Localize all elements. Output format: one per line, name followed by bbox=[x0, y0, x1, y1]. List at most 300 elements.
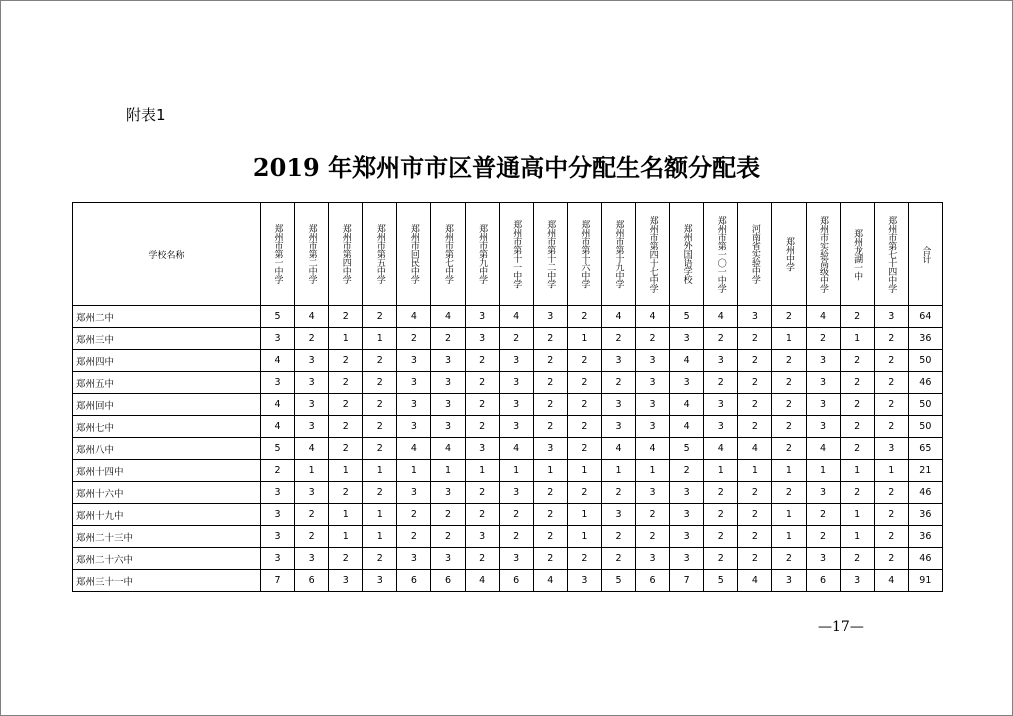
quota-cell: 2 bbox=[533, 482, 567, 504]
quota-cell: 1 bbox=[840, 504, 874, 526]
quota-cell: 4 bbox=[431, 306, 465, 328]
quota-cell: 4 bbox=[295, 438, 329, 460]
quota-cell: 2 bbox=[567, 438, 601, 460]
quota-cell: 2 bbox=[874, 394, 908, 416]
quota-cell: 3 bbox=[295, 416, 329, 438]
quota-cell: 3 bbox=[806, 482, 840, 504]
quota-cell: 1 bbox=[329, 328, 363, 350]
quota-cell: 2 bbox=[738, 482, 772, 504]
quota-cell: 2 bbox=[772, 416, 806, 438]
quota-cell: 2 bbox=[363, 438, 397, 460]
quota-cell: 3 bbox=[431, 394, 465, 416]
column-header bbox=[840, 203, 874, 306]
column-header-label: 郑州市第十九中学 bbox=[613, 220, 624, 288]
quota-cell: 2 bbox=[329, 350, 363, 372]
column-header bbox=[397, 203, 431, 306]
quota-cell: 2 bbox=[840, 438, 874, 460]
quota-cell: 4 bbox=[636, 306, 670, 328]
table-row bbox=[73, 372, 943, 394]
quota-cell: 3 bbox=[499, 372, 533, 394]
quota-cell: 1 bbox=[363, 504, 397, 526]
quota-cell: 2 bbox=[840, 482, 874, 504]
quota-cell: 3 bbox=[431, 482, 465, 504]
quota-cell: 4 bbox=[670, 394, 704, 416]
quota-cell: 4 bbox=[670, 350, 704, 372]
quota-cell: 2 bbox=[874, 372, 908, 394]
school-name-cell: 郑州十九中 bbox=[73, 504, 261, 526]
column-header-label: 郑州龙湖一中 bbox=[852, 228, 863, 280]
table-row bbox=[73, 328, 943, 350]
quota-cell: 2 bbox=[533, 394, 567, 416]
quota-cell: 2 bbox=[738, 548, 772, 570]
quota-cell: 1 bbox=[567, 328, 601, 350]
column-header bbox=[567, 203, 601, 306]
quota-cell: 4 bbox=[261, 416, 295, 438]
quota-cell: 3 bbox=[601, 350, 635, 372]
quota-cell: 1 bbox=[499, 460, 533, 482]
quota-cell: 2 bbox=[465, 372, 499, 394]
quota-cell: 3 bbox=[465, 306, 499, 328]
quota-cell: 3 bbox=[397, 350, 431, 372]
table-row bbox=[73, 306, 943, 328]
quota-cell: 1 bbox=[840, 460, 874, 482]
quota-cell: 2 bbox=[840, 350, 874, 372]
quota-cell: 3 bbox=[431, 416, 465, 438]
quota-cell: 1 bbox=[738, 460, 772, 482]
quota-cell: 7 bbox=[670, 570, 704, 592]
quota-cell: 3 bbox=[670, 482, 704, 504]
quota-cell: 3 bbox=[772, 570, 806, 592]
quota-cell: 3 bbox=[670, 372, 704, 394]
table-body bbox=[73, 306, 943, 592]
quota-cell: 6 bbox=[499, 570, 533, 592]
quota-cell: 5 bbox=[261, 306, 295, 328]
quota-cell: 2 bbox=[567, 548, 601, 570]
quota-cell: 2 bbox=[567, 350, 601, 372]
quota-cell: 2 bbox=[772, 306, 806, 328]
total-cell: 46 bbox=[908, 482, 942, 504]
quota-cell: 2 bbox=[601, 548, 635, 570]
column-header-label: 郑州市第九中学 bbox=[477, 224, 488, 284]
quota-cell: 3 bbox=[499, 548, 533, 570]
quota-cell: 4 bbox=[806, 306, 840, 328]
quota-cell: 3 bbox=[465, 438, 499, 460]
quota-cell: 2 bbox=[806, 526, 840, 548]
table-row bbox=[73, 460, 943, 482]
quota-cell: 3 bbox=[704, 394, 738, 416]
total-cell: 46 bbox=[908, 372, 942, 394]
quota-table bbox=[72, 202, 943, 592]
quota-cell: 1 bbox=[601, 460, 635, 482]
quota-cell: 2 bbox=[874, 328, 908, 350]
quota-cell: 2 bbox=[772, 438, 806, 460]
quota-cell: 3 bbox=[670, 504, 704, 526]
quota-cell: 2 bbox=[329, 438, 363, 460]
quota-cell: 2 bbox=[397, 526, 431, 548]
total-cell: 64 bbox=[908, 306, 942, 328]
total-cell: 36 bbox=[908, 328, 942, 350]
quota-cell: 3 bbox=[670, 548, 704, 570]
quota-cell: 7 bbox=[261, 570, 295, 592]
quota-cell: 2 bbox=[772, 394, 806, 416]
quota-cell: 2 bbox=[567, 306, 601, 328]
column-header-label: 河南省实验中学 bbox=[749, 224, 760, 284]
quota-cell: 4 bbox=[738, 570, 772, 592]
column-header-label: 郑州市第一中学 bbox=[272, 224, 283, 284]
quota-cell: 2 bbox=[329, 306, 363, 328]
quota-cell: 2 bbox=[874, 482, 908, 504]
column-header-label: 郑州市回民中学 bbox=[408, 224, 419, 284]
quota-cell: 3 bbox=[431, 350, 465, 372]
quota-cell: 3 bbox=[601, 504, 635, 526]
quota-cell: 3 bbox=[874, 306, 908, 328]
quota-cell: 3 bbox=[397, 416, 431, 438]
quota-cell: 4 bbox=[670, 416, 704, 438]
quota-cell: 2 bbox=[329, 482, 363, 504]
quota-cell: 2 bbox=[431, 328, 465, 350]
quota-cell: 3 bbox=[499, 394, 533, 416]
quota-cell: 1 bbox=[363, 328, 397, 350]
quota-cell: 4 bbox=[261, 350, 295, 372]
column-header bbox=[704, 203, 738, 306]
quota-cell: 2 bbox=[840, 372, 874, 394]
quota-cell: 2 bbox=[329, 548, 363, 570]
table-row bbox=[73, 416, 943, 438]
quota-cell: 1 bbox=[636, 460, 670, 482]
quota-cell: 2 bbox=[329, 416, 363, 438]
column-header-label: 郑州市第四中学 bbox=[340, 224, 351, 284]
quota-cell: 2 bbox=[533, 350, 567, 372]
quota-cell: 3 bbox=[261, 482, 295, 504]
quota-cell: 1 bbox=[465, 460, 499, 482]
quota-cell: 3 bbox=[704, 416, 738, 438]
school-name-cell: 郑州四中 bbox=[73, 350, 261, 372]
attachment-label: 附表1 bbox=[126, 106, 166, 124]
quota-cell: 5 bbox=[670, 438, 704, 460]
quota-cell: 3 bbox=[636, 548, 670, 570]
quota-cell: 3 bbox=[601, 394, 635, 416]
quota-cell: 2 bbox=[601, 482, 635, 504]
column-header-label: 郑州市第十六中学 bbox=[579, 220, 590, 288]
column-header bbox=[431, 203, 465, 306]
quota-cell: 3 bbox=[636, 482, 670, 504]
quota-cell: 3 bbox=[840, 570, 874, 592]
quota-cell: 3 bbox=[738, 306, 772, 328]
quota-cell: 4 bbox=[397, 438, 431, 460]
quota-cell: 3 bbox=[806, 416, 840, 438]
table-row bbox=[73, 350, 943, 372]
column-header-label: 郑州市第七中学 bbox=[443, 224, 454, 284]
quota-cell: 2 bbox=[738, 526, 772, 548]
column-header bbox=[908, 203, 942, 306]
quota-cell: 4 bbox=[601, 306, 635, 328]
column-header bbox=[329, 203, 363, 306]
quota-cell: 2 bbox=[840, 416, 874, 438]
quota-cell: 1 bbox=[329, 460, 363, 482]
quota-cell: 2 bbox=[533, 504, 567, 526]
school-name-cell: 郑州二十六中 bbox=[73, 548, 261, 570]
quota-cell: 4 bbox=[806, 438, 840, 460]
quota-cell: 3 bbox=[806, 350, 840, 372]
column-header-label: 郑州市第七十四中学 bbox=[886, 215, 897, 293]
school-name-cell: 郑州五中 bbox=[73, 372, 261, 394]
quota-cell: 3 bbox=[295, 350, 329, 372]
table-row bbox=[73, 394, 943, 416]
quota-cell: 1 bbox=[840, 328, 874, 350]
quota-cell: 3 bbox=[533, 438, 567, 460]
quota-cell: 3 bbox=[567, 570, 601, 592]
quota-cell: 2 bbox=[874, 526, 908, 548]
quota-cell: 1 bbox=[295, 460, 329, 482]
table-row bbox=[73, 548, 943, 570]
quota-cell: 3 bbox=[295, 482, 329, 504]
quota-cell: 2 bbox=[567, 416, 601, 438]
quota-cell: 3 bbox=[499, 482, 533, 504]
quota-cell: 1 bbox=[772, 526, 806, 548]
total-cell: 50 bbox=[908, 416, 942, 438]
quota-cell: 4 bbox=[704, 438, 738, 460]
quota-cell: 3 bbox=[397, 548, 431, 570]
quota-cell: 2 bbox=[363, 350, 397, 372]
column-header-label: 郑州外国语学校 bbox=[681, 224, 692, 284]
quota-cell: 3 bbox=[397, 394, 431, 416]
quota-cell: 3 bbox=[670, 328, 704, 350]
quota-cell: 4 bbox=[295, 306, 329, 328]
quota-cell: 2 bbox=[601, 526, 635, 548]
quota-cell: 1 bbox=[704, 460, 738, 482]
school-name-cell: 郑州三中 bbox=[73, 328, 261, 350]
quota-cell: 3 bbox=[670, 526, 704, 548]
quota-cell: 2 bbox=[738, 328, 772, 350]
total-cell: 36 bbox=[908, 504, 942, 526]
quota-cell: 2 bbox=[329, 394, 363, 416]
quota-cell: 2 bbox=[772, 548, 806, 570]
column-header-label: 郑州市第二中学 bbox=[306, 224, 317, 284]
quota-cell: 2 bbox=[431, 526, 465, 548]
quota-cell: 2 bbox=[704, 482, 738, 504]
document-title: 2019 年郑州市市区普通高中分配生名额分配表 bbox=[252, 153, 761, 182]
quota-cell: 1 bbox=[363, 460, 397, 482]
quota-cell: 2 bbox=[465, 416, 499, 438]
quota-cell: 2 bbox=[295, 328, 329, 350]
quota-cell: 2 bbox=[636, 504, 670, 526]
quota-cell: 6 bbox=[431, 570, 465, 592]
quota-cell: 4 bbox=[738, 438, 772, 460]
quota-cell: 2 bbox=[738, 372, 772, 394]
quota-cell: 1 bbox=[431, 460, 465, 482]
quota-cell: 2 bbox=[704, 548, 738, 570]
quota-cell: 1 bbox=[533, 460, 567, 482]
quota-cell: 4 bbox=[397, 306, 431, 328]
column-header-label: 郑州市第四十七中学 bbox=[647, 215, 658, 293]
quota-cell: 1 bbox=[772, 504, 806, 526]
quota-cell: 2 bbox=[533, 526, 567, 548]
quota-cell: 3 bbox=[465, 328, 499, 350]
quota-cell: 1 bbox=[567, 504, 601, 526]
quota-cell: 3 bbox=[261, 548, 295, 570]
column-header-label: 郑州中学 bbox=[783, 237, 794, 271]
quota-cell: 3 bbox=[261, 328, 295, 350]
school-name-cell: 郑州十四中 bbox=[73, 460, 261, 482]
total-cell: 50 bbox=[908, 394, 942, 416]
quota-cell: 2 bbox=[329, 372, 363, 394]
quota-cell: 3 bbox=[261, 526, 295, 548]
column-header bbox=[499, 203, 533, 306]
quota-cell: 3 bbox=[636, 394, 670, 416]
quota-cell: 6 bbox=[806, 570, 840, 592]
quota-cell: 2 bbox=[363, 372, 397, 394]
quota-cell: 5 bbox=[670, 306, 704, 328]
quota-cell: 3 bbox=[636, 372, 670, 394]
school-name-cell: 郑州二十三中 bbox=[73, 526, 261, 548]
quota-cell: 1 bbox=[874, 460, 908, 482]
quota-cell: 2 bbox=[704, 328, 738, 350]
quota-cell: 2 bbox=[874, 350, 908, 372]
column-header bbox=[465, 203, 499, 306]
quota-cell: 3 bbox=[806, 394, 840, 416]
quota-cell: 2 bbox=[465, 350, 499, 372]
school-name-cell: 郑州二中 bbox=[73, 306, 261, 328]
total-cell: 46 bbox=[908, 548, 942, 570]
quota-cell: 2 bbox=[840, 548, 874, 570]
quota-cell: 2 bbox=[567, 482, 601, 504]
column-header-label: 郑州市第五中学 bbox=[374, 224, 385, 284]
quota-cell: 5 bbox=[704, 570, 738, 592]
column-header bbox=[738, 203, 772, 306]
quota-cell: 2 bbox=[772, 350, 806, 372]
quota-cell: 2 bbox=[363, 416, 397, 438]
column-header-label: 合计 bbox=[920, 245, 931, 263]
quota-cell: 1 bbox=[772, 328, 806, 350]
quota-cell: 1 bbox=[397, 460, 431, 482]
quota-cell: 6 bbox=[397, 570, 431, 592]
school-name-cell: 郑州七中 bbox=[73, 416, 261, 438]
quota-cell: 3 bbox=[499, 416, 533, 438]
school-name-cell: 郑州回中 bbox=[73, 394, 261, 416]
quota-cell: 2 bbox=[465, 504, 499, 526]
column-header bbox=[772, 203, 806, 306]
quota-cell: 2 bbox=[636, 526, 670, 548]
column-header-label: 郑州市第一〇一中学 bbox=[715, 215, 726, 293]
quota-cell: 2 bbox=[806, 328, 840, 350]
table-row bbox=[73, 482, 943, 504]
quota-cell: 3 bbox=[397, 482, 431, 504]
table-row bbox=[73, 438, 943, 460]
page-number: —17— bbox=[818, 619, 864, 635]
quota-cell: 2 bbox=[465, 394, 499, 416]
quota-cell: 2 bbox=[738, 416, 772, 438]
quota-cell: 2 bbox=[636, 328, 670, 350]
quota-cell: 2 bbox=[567, 394, 601, 416]
school-name-cell: 郑州八中 bbox=[73, 438, 261, 460]
quota-cell: 3 bbox=[431, 372, 465, 394]
school-name-header: 学校名称 bbox=[73, 203, 261, 306]
quota-cell: 6 bbox=[295, 570, 329, 592]
school-name-cell: 郑州三十一中 bbox=[73, 570, 261, 592]
column-header-label: 郑州市实验高级中学 bbox=[818, 215, 829, 293]
quota-cell: 3 bbox=[636, 350, 670, 372]
quota-cell: 2 bbox=[431, 504, 465, 526]
column-header bbox=[670, 203, 704, 306]
total-cell: 50 bbox=[908, 350, 942, 372]
quota-cell: 4 bbox=[874, 570, 908, 592]
quota-cell: 2 bbox=[533, 416, 567, 438]
quota-cell: 4 bbox=[431, 438, 465, 460]
quota-cell: 3 bbox=[499, 350, 533, 372]
quota-cell: 2 bbox=[499, 328, 533, 350]
quota-cell: 3 bbox=[704, 350, 738, 372]
quota-cell: 3 bbox=[397, 372, 431, 394]
quota-cell: 2 bbox=[533, 328, 567, 350]
column-header-label: 郑州市第十二中学 bbox=[545, 220, 556, 288]
quota-cell: 5 bbox=[261, 438, 295, 460]
quota-cell: 1 bbox=[329, 504, 363, 526]
quota-cell: 2 bbox=[772, 482, 806, 504]
quota-cell: 2 bbox=[601, 372, 635, 394]
quota-cell: 3 bbox=[601, 416, 635, 438]
column-header bbox=[363, 203, 397, 306]
quota-cell: 3 bbox=[806, 548, 840, 570]
quota-cell: 4 bbox=[499, 438, 533, 460]
quota-cell: 2 bbox=[567, 372, 601, 394]
quota-cell: 1 bbox=[772, 460, 806, 482]
column-header bbox=[601, 203, 635, 306]
quota-cell: 1 bbox=[567, 460, 601, 482]
quota-cell: 4 bbox=[704, 306, 738, 328]
quota-cell: 2 bbox=[499, 504, 533, 526]
table-row bbox=[73, 526, 943, 548]
quota-cell: 2 bbox=[874, 416, 908, 438]
quota-cell: 3 bbox=[261, 372, 295, 394]
quota-cell: 2 bbox=[601, 328, 635, 350]
column-header bbox=[261, 203, 295, 306]
quota-cell: 4 bbox=[499, 306, 533, 328]
quota-cell: 2 bbox=[840, 306, 874, 328]
quota-cell: 1 bbox=[567, 526, 601, 548]
quota-cell: 2 bbox=[363, 394, 397, 416]
quota-cell: 2 bbox=[397, 328, 431, 350]
quota-cell: 3 bbox=[329, 570, 363, 592]
quota-cell: 3 bbox=[261, 504, 295, 526]
quota-cell: 3 bbox=[295, 372, 329, 394]
quota-cell: 3 bbox=[295, 548, 329, 570]
quota-cell: 3 bbox=[295, 394, 329, 416]
quota-cell: 2 bbox=[670, 460, 704, 482]
quota-cell: 4 bbox=[465, 570, 499, 592]
quota-cell: 1 bbox=[363, 526, 397, 548]
quota-cell: 5 bbox=[601, 570, 635, 592]
quota-cell: 2 bbox=[806, 504, 840, 526]
quota-cell: 2 bbox=[772, 372, 806, 394]
quota-cell: 3 bbox=[431, 548, 465, 570]
quota-cell: 2 bbox=[295, 526, 329, 548]
column-header bbox=[295, 203, 329, 306]
quota-cell: 2 bbox=[738, 394, 772, 416]
quota-cell: 2 bbox=[874, 504, 908, 526]
quota-cell: 2 bbox=[704, 504, 738, 526]
total-cell: 36 bbox=[908, 526, 942, 548]
school-name-cell: 郑州十六中 bbox=[73, 482, 261, 504]
quota-cell: 2 bbox=[295, 504, 329, 526]
quota-cell: 2 bbox=[261, 460, 295, 482]
quota-cell: 3 bbox=[636, 416, 670, 438]
table-row bbox=[73, 504, 943, 526]
quota-cell: 2 bbox=[363, 306, 397, 328]
column-header bbox=[874, 203, 908, 306]
quota-cell: 2 bbox=[499, 526, 533, 548]
quota-cell: 2 bbox=[465, 482, 499, 504]
quota-cell: 2 bbox=[533, 372, 567, 394]
